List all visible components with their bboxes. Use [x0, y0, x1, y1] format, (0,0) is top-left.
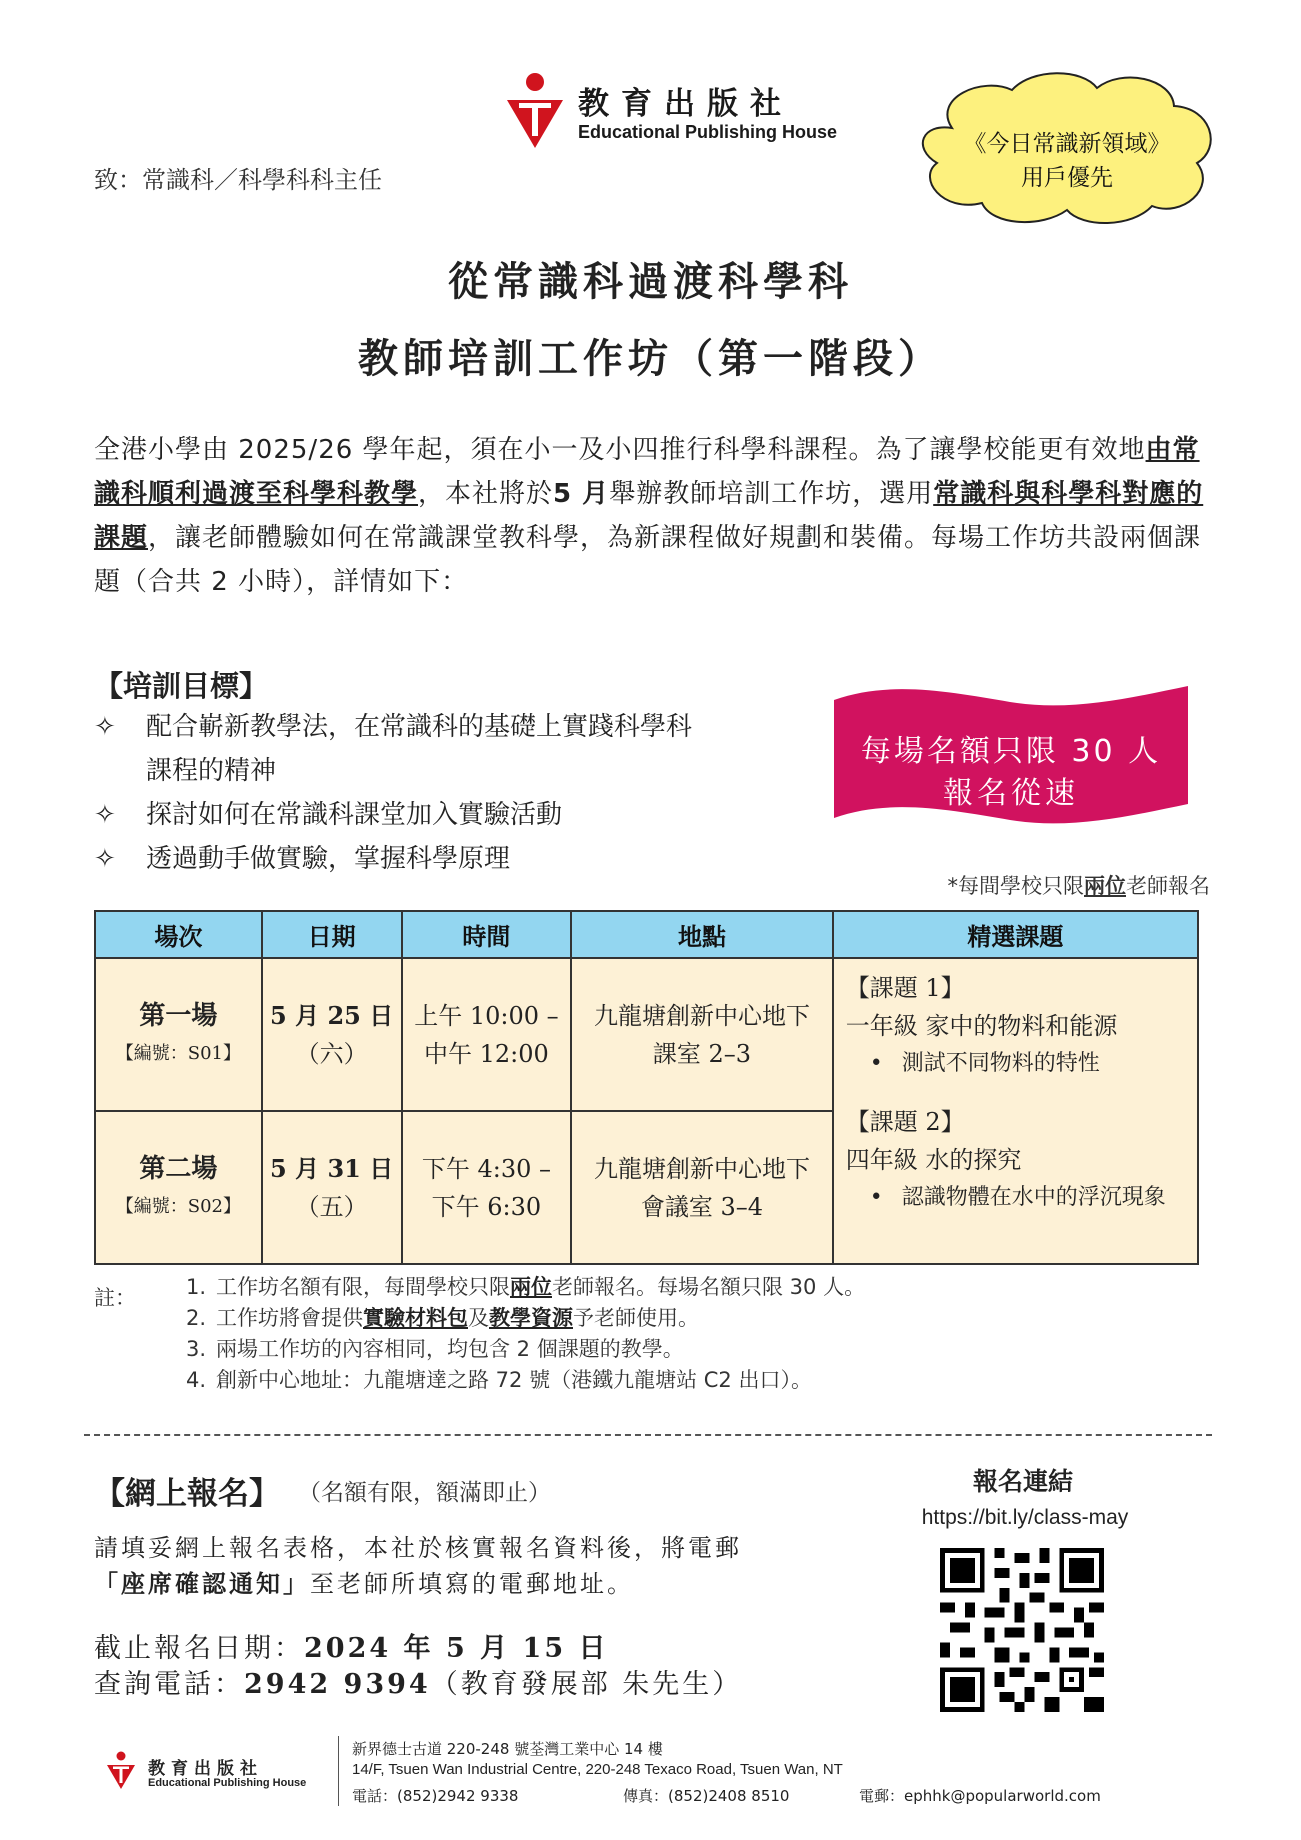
intro-highlight-2: 常識科與科學科對應的課題: [94, 479, 1204, 553]
note-emphasis: 兩位: [510, 1275, 552, 1299]
objective-text: 探討如何在常識科課堂加入實驗活動: [146, 800, 563, 830]
footer-logo-icon: [106, 1748, 136, 1792]
intro-text-1: 全港小學由 2025/26 學年起，須在小一及小四推行科學科課程。為了讓學校能更有效地: [94, 435, 1146, 465]
venue-cell: [571, 1111, 832, 1264]
quota-note-emphasis: 兩位: [1084, 874, 1126, 898]
header-time: 時間: [402, 911, 572, 958]
note-emphasis: 教學資源: [489, 1306, 573, 1330]
sparkle-icon: ✧: [94, 800, 116, 830]
note-item: [186, 1365, 865, 1396]
venue-room: 課室 2–3: [652, 1039, 752, 1068]
footer-logo-name-zh: 教育出版社: [148, 1759, 263, 1779]
note-item: [186, 1272, 865, 1303]
enquiry-line: [94, 1662, 742, 1701]
note-text: 創新中心地址：九龍塘達之路 72 號（港鐵九龍塘站 C2 出口）。: [216, 1368, 812, 1392]
deadline-label: 截止報名日期：: [94, 1633, 304, 1664]
date-cell: [262, 958, 402, 1111]
session-name: 第二場: [139, 1153, 218, 1184]
objective-item: [94, 705, 794, 749]
session-cell: [95, 958, 262, 1111]
recipient-line: 致：常識科／科學科科主任: [94, 166, 382, 194]
note-number: 4.: [186, 1368, 207, 1392]
page-title-line-2: 教師培訓工作坊（第一階段）: [358, 336, 943, 382]
footer-logo-name-en: Educational Publishing House: [148, 1777, 307, 1789]
objective-item: [94, 793, 794, 837]
note-text: 兩場工作坊的內容相同，均包含 2 個課題的教學。: [216, 1337, 684, 1361]
session-date: 5 月 25 日: [270, 1000, 394, 1030]
venue-cell: [571, 958, 832, 1111]
time-start: 上午 10:00 –: [414, 1001, 559, 1030]
quota-banner-line-1: 每場名額只限 30 人: [860, 734, 1162, 769]
table-header-row: [95, 911, 1198, 958]
note-text: 老師報名。每場名額只限 30 人。: [552, 1275, 866, 1299]
note-emphasis: 實驗材料包: [363, 1306, 468, 1330]
note-number: 1.: [186, 1275, 207, 1299]
quota-note: [880, 870, 1210, 900]
registration-heading: 【網上報名】: [94, 1476, 280, 1512]
header-venue: 地點: [571, 911, 832, 958]
venue-building: 九龍塘創新中心地下: [594, 1154, 810, 1183]
table-row: [95, 958, 1198, 1111]
registration-text: 請填妥網上報名表格，本社於核實報名資料後，將電郵: [94, 1534, 742, 1562]
enquiry-phone: 2942 9394: [244, 1669, 431, 1700]
cloud-badge-text: [912, 127, 1222, 195]
intro-text-3: 舉辦教師培訓工作坊，選用: [609, 479, 934, 509]
badge-line-1: 《今日常識新領域》: [963, 131, 1171, 157]
dashed-divider: [84, 1434, 1212, 1436]
intro-text-4: ，讓老師體驗如何在常識課堂教科學，為新課程做好規劃和裝備。每場工作坊共設兩個課題（合共 2 小時），詳情如下：: [94, 523, 1202, 597]
registration-instructions: [94, 1530, 844, 1602]
session-date: 5 月 31 日: [270, 1153, 394, 1183]
session-name: 第一場: [139, 1000, 218, 1031]
header-session: 場次: [95, 911, 262, 958]
schedule-table: [94, 910, 1199, 1265]
quota-banner-line-2: 報名從速: [943, 776, 1079, 811]
page-title-line-1: 從常識科過渡科學科: [448, 259, 853, 305]
objective-item-continued: 課程的精神: [146, 756, 277, 786]
session-code: 【編號：S02】: [115, 1195, 241, 1217]
topic-grade: 四年級 水的探究: [845, 1146, 1022, 1174]
session-cell: [95, 1111, 262, 1264]
notes-label: 註：: [94, 1286, 136, 1310]
intro-text-2: ，本社將於: [418, 479, 554, 509]
enquiry-label: 查詢電話：: [94, 1669, 244, 1700]
intro-month: 5 月: [553, 479, 610, 509]
topic-block: [846, 969, 1185, 1083]
time-end: 下午 6:30: [431, 1192, 542, 1221]
topic-point: • 認識物體在水中的浮沉現象: [846, 1179, 1185, 1217]
deadline-line: [94, 1626, 609, 1665]
session-weekday: （六）: [295, 1039, 368, 1068]
objective-text: 透過動手做實驗，掌握科學原理: [146, 844, 511, 874]
footer-address-zh: 新界德士古道 220-248 號荃灣工業中心 14 樓: [352, 1740, 663, 1758]
publisher-name-en: Educational Publishing House: [578, 122, 838, 142]
sparkle-icon: ✧: [94, 844, 116, 874]
quota-note-text: *每間學校只限: [947, 874, 1084, 898]
footer-fax: 傳真：(852)2408 8510: [623, 1787, 790, 1805]
note-text: 工作坊將會提供: [216, 1306, 363, 1330]
session-weekday: （五）: [295, 1192, 368, 1221]
note-text: 工作坊名額有限，每間學校只限: [216, 1275, 510, 1299]
registration-text: 至老師所填寫的電郵地址。: [310, 1570, 634, 1598]
qr-code-icon[interactable]: [940, 1548, 1104, 1712]
time-cell: [402, 1111, 572, 1264]
footer-email[interactable]: 電郵：ephhk@popularworld.com: [859, 1787, 1101, 1805]
objectives-heading: 【培訓目標】: [94, 669, 269, 703]
note-number: 2.: [186, 1306, 207, 1330]
registration-link-title: 報名連結: [972, 1467, 1073, 1496]
intro-paragraph: [94, 428, 1224, 604]
time-cell: [402, 958, 572, 1111]
publisher-logo-icon: [505, 70, 565, 150]
objective-text: 配合嶄新教學法，在常識科的基礎上實踐科學科: [146, 712, 693, 742]
time-end: 中午 12:00: [424, 1039, 549, 1068]
topic-grade: 一年級 家中的物料和能源: [845, 1012, 1118, 1040]
topic-label: 【課題 1】: [845, 974, 965, 1002]
registration-emphasis: 「座席確認通知」: [94, 1570, 310, 1598]
enquiry-contact: （教育發展部 朱先生）: [430, 1669, 743, 1700]
topics-cell: [833, 958, 1198, 1264]
note-text: 予老師使用。: [573, 1306, 699, 1330]
objective-item: [94, 837, 794, 881]
registration-subheading: （名額有限，額滿即止）: [298, 1480, 551, 1506]
date-cell: [262, 1111, 402, 1264]
quota-note-text: 老師報名: [1126, 874, 1210, 898]
publisher-name-zh: 教育出版社: [578, 86, 793, 122]
note-item: [186, 1303, 865, 1334]
registration-link-url[interactable]: https://bit.ly/class-may: [921, 1506, 1129, 1529]
topic-label: 【課題 2】: [845, 1108, 965, 1136]
badge-line-2: 用戶優先: [1021, 165, 1113, 191]
deadline-date: 2024 年 5 月 15 日: [304, 1633, 609, 1664]
header-date: 日期: [262, 911, 402, 958]
footer-phone: 電話：(852)2942 9338: [352, 1787, 519, 1805]
header-topics: 精選課題: [833, 911, 1198, 958]
footer-address-en: 14/F, Tsuen Wan Industrial Centre, 220-248 Texaco Road, Tsuen Wan, NT: [352, 1761, 843, 1778]
intro-highlight-1: 由常識科順利過渡至科學科教學: [94, 435, 1200, 509]
venue-room: 會議室 3–4: [640, 1192, 764, 1221]
topic-block: [846, 1103, 1185, 1217]
note-number: 3.: [186, 1337, 207, 1361]
note-item: [186, 1334, 865, 1365]
notes-list: [186, 1272, 865, 1396]
note-text: 及: [468, 1306, 489, 1330]
session-code: 【編號：S01】: [115, 1042, 241, 1064]
footer-divider: [338, 1736, 339, 1806]
time-start: 下午 4:30 –: [421, 1154, 551, 1183]
topic-point: • 測試不同物料的特性: [846, 1045, 1185, 1083]
sparkle-icon: ✧: [94, 712, 116, 742]
venue-building: 九龍塘創新中心地下: [594, 1001, 810, 1030]
